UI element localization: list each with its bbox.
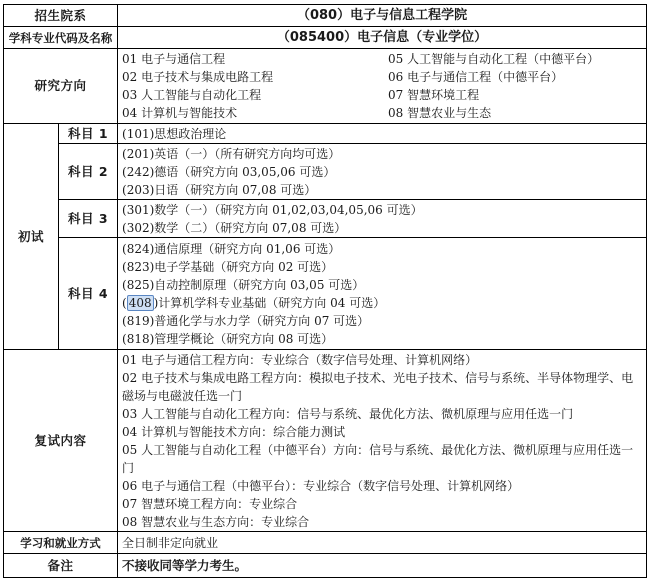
- exam-subject-item: (101)思想政治理论: [122, 126, 227, 141]
- dept-row: [4, 5, 647, 27]
- dept-label: 招生院系: [4, 5, 118, 27]
- subject1-label: 科目 1: [59, 124, 118, 144]
- retest-item: 02 电子技术与集成电路工程方向：模拟电子技术、光电子技术、信号与系统、半导体物理学、电磁场与电磁波任选一门: [122, 370, 634, 403]
- retest-item: 05 人工智能与自动化工程（中德平台）方向：信号与系统、最优化方法、微机原理与应用任选一门: [122, 442, 634, 475]
- study-label: 学习和就业方式: [4, 532, 118, 554]
- subject2-label: 科目 2: [59, 144, 118, 200]
- research-direction-item: 03 人工智能与自动化工程: [122, 88, 262, 102]
- retest-item: 01 电子与通信工程方向：专业综合（数字信号处理、计算机网络）: [122, 352, 478, 367]
- exam-subject-item: (201)英语（一）（所有研究方向均可选）: [122, 146, 341, 161]
- exam-subject-item: (242)德语（研究方向 03,05,06 可选）: [122, 164, 336, 179]
- retest-item: 06 电子与通信工程（中德平台）：专业综合（数字信号处理、计算机网络）: [122, 478, 520, 493]
- subject3-label: 科目 3: [59, 200, 118, 238]
- retest-item: 08 智慧农业与生态方向：专业综合: [122, 514, 310, 529]
- research-direction-item: 05 人工智能与自动化工程（中德平台）: [388, 52, 600, 66]
- fushi-label: 复试内容: [4, 350, 118, 532]
- research-directions-right: [376, 50, 642, 122]
- subject4-label: 科目 4: [59, 238, 118, 350]
- research-direction-item: 08 智慧农业与生态: [388, 106, 492, 120]
- exam-subject-item: (301)数学（一）（研究方向 01,02,03,04,05,06 可选）: [122, 202, 423, 217]
- exam-subject-item: (824)通信原理（研究方向 01,06 可选）: [122, 241, 341, 256]
- retest-item: 04 计算机与智能技术方向：综合能力测试: [122, 424, 346, 439]
- study-value: 全日制非定向就业: [118, 532, 647, 554]
- major-row: [4, 27, 647, 49]
- research-direction-item: 02 电子技术与集成电路工程: [122, 70, 274, 84]
- exam-subject-item: (818)管理学概论（研究方向 08 可选）: [122, 331, 334, 346]
- exam-subject-item: [122, 294, 642, 312]
- subject-open-paren: (: [122, 295, 127, 310]
- subject2-options: [118, 144, 647, 200]
- subject3-options: [118, 200, 647, 238]
- dept-value: （080）电子与信息工程学院: [118, 5, 647, 27]
- note-value: 不接收同等学力考生。: [118, 554, 647, 578]
- retest-item: 03 人工智能与自动化工程方向：信号与系统、最优化方法、微机原理与应用任选一门: [122, 406, 574, 421]
- research-directions-left: [122, 50, 376, 122]
- subject4-row: [4, 238, 647, 350]
- retest-item: 07 智慧环境工程方向：专业综合: [122, 496, 298, 511]
- fushi-content-cell: [118, 350, 647, 532]
- subject1-row: [4, 124, 647, 144]
- subject2-row: [4, 144, 647, 200]
- study-row: [4, 532, 647, 554]
- exam-subject-item: (302)数学（二）（研究方向 07,08 可选）: [122, 220, 347, 235]
- subject3-row: [4, 200, 647, 238]
- fushi-row: [4, 350, 647, 532]
- research-row: [4, 49, 647, 124]
- exam-subject-item: (823)电子学基础（研究方向 02 可选）: [122, 259, 334, 274]
- exam-subject-item: (825)自动控制原理（研究方向 03,05 可选）: [122, 277, 365, 292]
- note-row: [4, 554, 647, 578]
- chushi-label: 初试: [4, 124, 59, 350]
- research-direction-item: 04 计算机与智能技术: [122, 106, 238, 120]
- subject1-options: [118, 124, 647, 144]
- research-label: 研究方向: [4, 49, 118, 124]
- research-directions-cell: [118, 49, 647, 124]
- exam-subject-item: (203)日语（研究方向 07,08 可选）: [122, 182, 317, 197]
- subject-name: )计算机学科专业基础（研究方向 04 可选）: [153, 295, 386, 310]
- research-direction-item: 01 电子与通信工程: [122, 52, 226, 66]
- major-value: （085400）电子信息（专业学位）: [118, 27, 647, 49]
- subject4-options: [118, 238, 647, 350]
- note-label: 备注: [4, 554, 118, 578]
- highlighted-subject-code: 408: [128, 295, 152, 310]
- major-label: 学科专业代码及名称: [4, 27, 118, 49]
- admission-table-container: [3, 4, 646, 578]
- research-direction-item: 06 电子与通信工程（中德平台）: [388, 70, 564, 84]
- admission-info-table: [3, 4, 647, 578]
- exam-subject-item: (819)普通化学与水力学（研究方向 07 可选）: [122, 313, 370, 328]
- research-direction-item: 07 智慧环境工程: [388, 88, 480, 102]
